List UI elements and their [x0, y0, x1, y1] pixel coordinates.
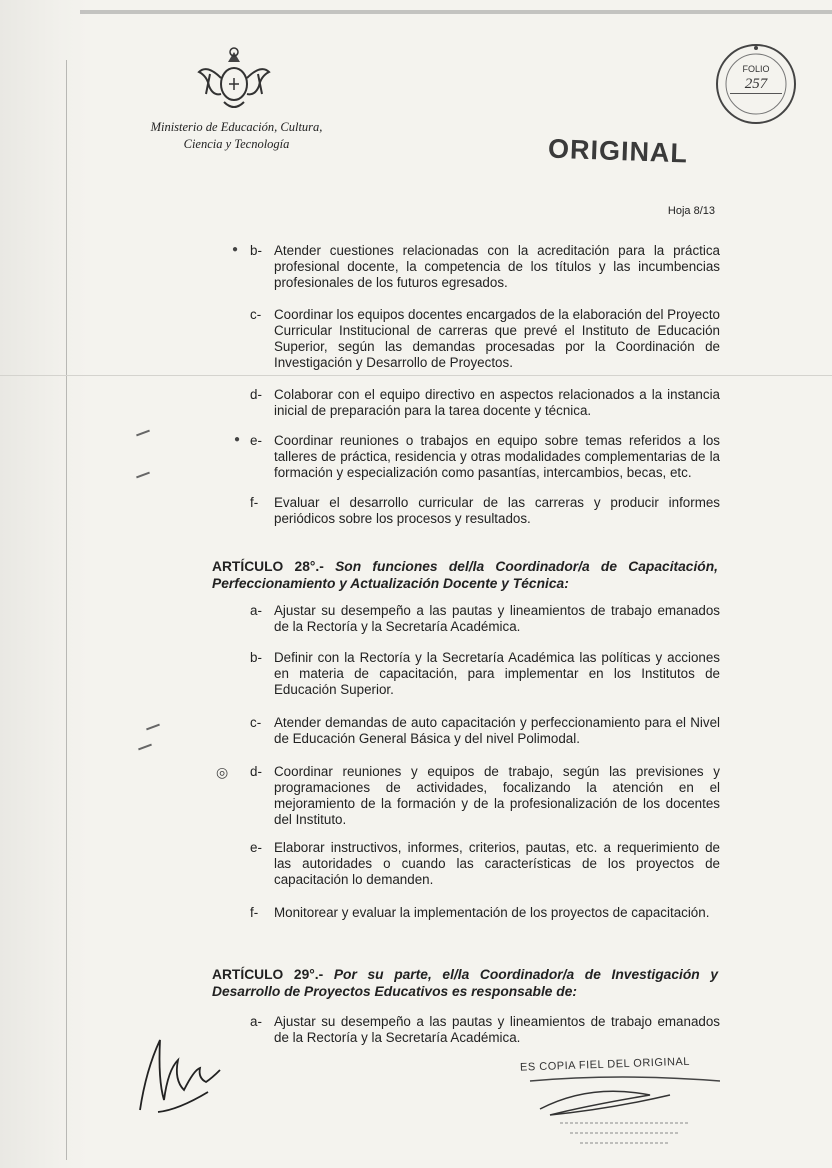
list-item	[250, 715, 720, 747]
list-item	[250, 603, 720, 635]
item-text: Elaborar instructivos, informes, criterios, pautas, etc. a requerimiento de las autoridades o cuando las características de los proyectos de capacitación lo demanden.	[274, 840, 720, 887]
item-label: a-	[250, 603, 262, 618]
article-28-heading	[212, 558, 718, 592]
article-number: ARTÍCULO 29°.-	[212, 967, 324, 982]
item-label: b-	[250, 650, 262, 665]
article-number: ARTÍCULO 28°.-	[212, 559, 324, 574]
coat-of-arms-icon	[196, 44, 272, 114]
page-number: Hoja 8/13	[667, 205, 715, 217]
item-label: e-	[250, 840, 262, 855]
item-text: Coordinar reuniones o trabajos en equipo sobre temas referidos a los talleres de práctica, residencia y otras modalidades complementarias de la formación y especialización como pasantías, intercambios, becas, etc.	[274, 433, 720, 480]
item-text: Evaluar el desarrollo curricular de las carreras y producir informes periódicos sobre los procesos y resultados.	[274, 495, 720, 526]
original-stamp: ORIGINAL	[547, 133, 689, 169]
item-text: Coordinar reuniones y equipos de trabajo, según las previsiones y programaciones de actividades, focalizando la atención en el mejoramiento de la formación y de la profesionalización de los docentes del Instituto.	[274, 764, 720, 827]
list-item	[250, 387, 720, 419]
list-item	[250, 495, 720, 527]
ministry-line-1: Ministerio de Educación, Cultura,	[150, 120, 323, 134]
article-29-heading	[212, 966, 718, 1000]
item-text: Monitorear y evaluar la implementación de los proyectos de capacitación.	[274, 905, 710, 920]
item-text: Ajustar su desempeño a las pautas y lineamientos de trabajo emanados de la Rectoría y la Secretaría Académica.	[274, 1014, 720, 1045]
folio-number: 257	[730, 76, 782, 94]
item-label: e-	[250, 433, 262, 448]
list-item	[250, 1014, 720, 1046]
item-label: d-	[250, 387, 262, 402]
handwritten-signature-icon	[128, 1020, 228, 1120]
item-label: f-	[250, 495, 259, 510]
item-label: c-	[250, 715, 262, 730]
item-label: f-	[250, 905, 259, 920]
margin-mark-icon: ●	[232, 244, 239, 255]
ministry-line-2: Ciencia y Tecnología	[183, 137, 290, 151]
list-item	[250, 764, 720, 828]
page-fold-shadow	[0, 0, 90, 1168]
ministry-name	[134, 119, 339, 153]
item-label: a-	[250, 1014, 262, 1029]
list-item	[250, 840, 720, 888]
item-text: Ajustar su desempeño a las pautas y lineamientos de trabajo emanados de la Rectoría y la Secretaría Académica.	[274, 603, 720, 634]
stamp-signature-icon	[520, 1075, 720, 1155]
margin-tick	[136, 430, 150, 437]
item-text: Definir con la Rectoría y la Secretaría Académica las políticas y acciones en materia de capacitación, para implementar en los Institutos de Educación Superior.	[274, 650, 720, 697]
item-label: d-	[250, 764, 262, 779]
margin-tick	[146, 724, 160, 731]
list-item	[250, 243, 720, 291]
margin-tick	[138, 744, 152, 751]
page-top-edge	[80, 10, 832, 14]
certified-copy-stamp: ES COPIA FIEL DEL ORIGINAL	[519, 1055, 691, 1074]
margin-tick	[136, 472, 150, 479]
list-item	[250, 307, 720, 371]
list-item	[250, 433, 720, 481]
margin-line	[66, 60, 67, 1160]
item-label: c-	[250, 307, 262, 322]
list-item	[250, 905, 720, 921]
margin-mark-icon: ●	[234, 434, 241, 445]
list-item	[250, 650, 720, 698]
item-label: b-	[250, 243, 262, 258]
item-text: Atender demandas de auto capacitación y perfeccionamiento para el Nivel de Educación General Básica y del nivel Polimodal.	[274, 715, 720, 746]
scan-artifact-line	[0, 375, 832, 376]
article-text: Son funciones del/la Coordinador/a de Capacitación, Perfeccionamiento y Actualización Docente y Técnica:	[212, 559, 718, 591]
item-text: Atender cuestiones relacionadas con la acreditación para la práctica profesional docente, la competencia de los títulos y las incumbencias profesionales de los futuros egresados.	[274, 243, 720, 290]
margin-mark-icon: ◎	[216, 764, 229, 780]
article-text: Por su parte, el/la Coordinador/a de Investigación y Desarrollo de Proyectos Educativos es responsable de:	[212, 967, 718, 999]
folio-label: FOLIO	[742, 64, 770, 74]
item-text: Colaborar con el equipo directivo en aspectos relacionados a la instancia inicial de preparación para la tarea docente y técnica.	[274, 387, 720, 418]
item-text: Coordinar los equipos docentes encargados de la elaboración del Proyecto Curricular Institucional de carreras que prevé el Instituto de Educación Superior, según las demandas procesadas por la Coordinación de Investigación y Desarrollo de Proyectos.	[274, 307, 720, 370]
